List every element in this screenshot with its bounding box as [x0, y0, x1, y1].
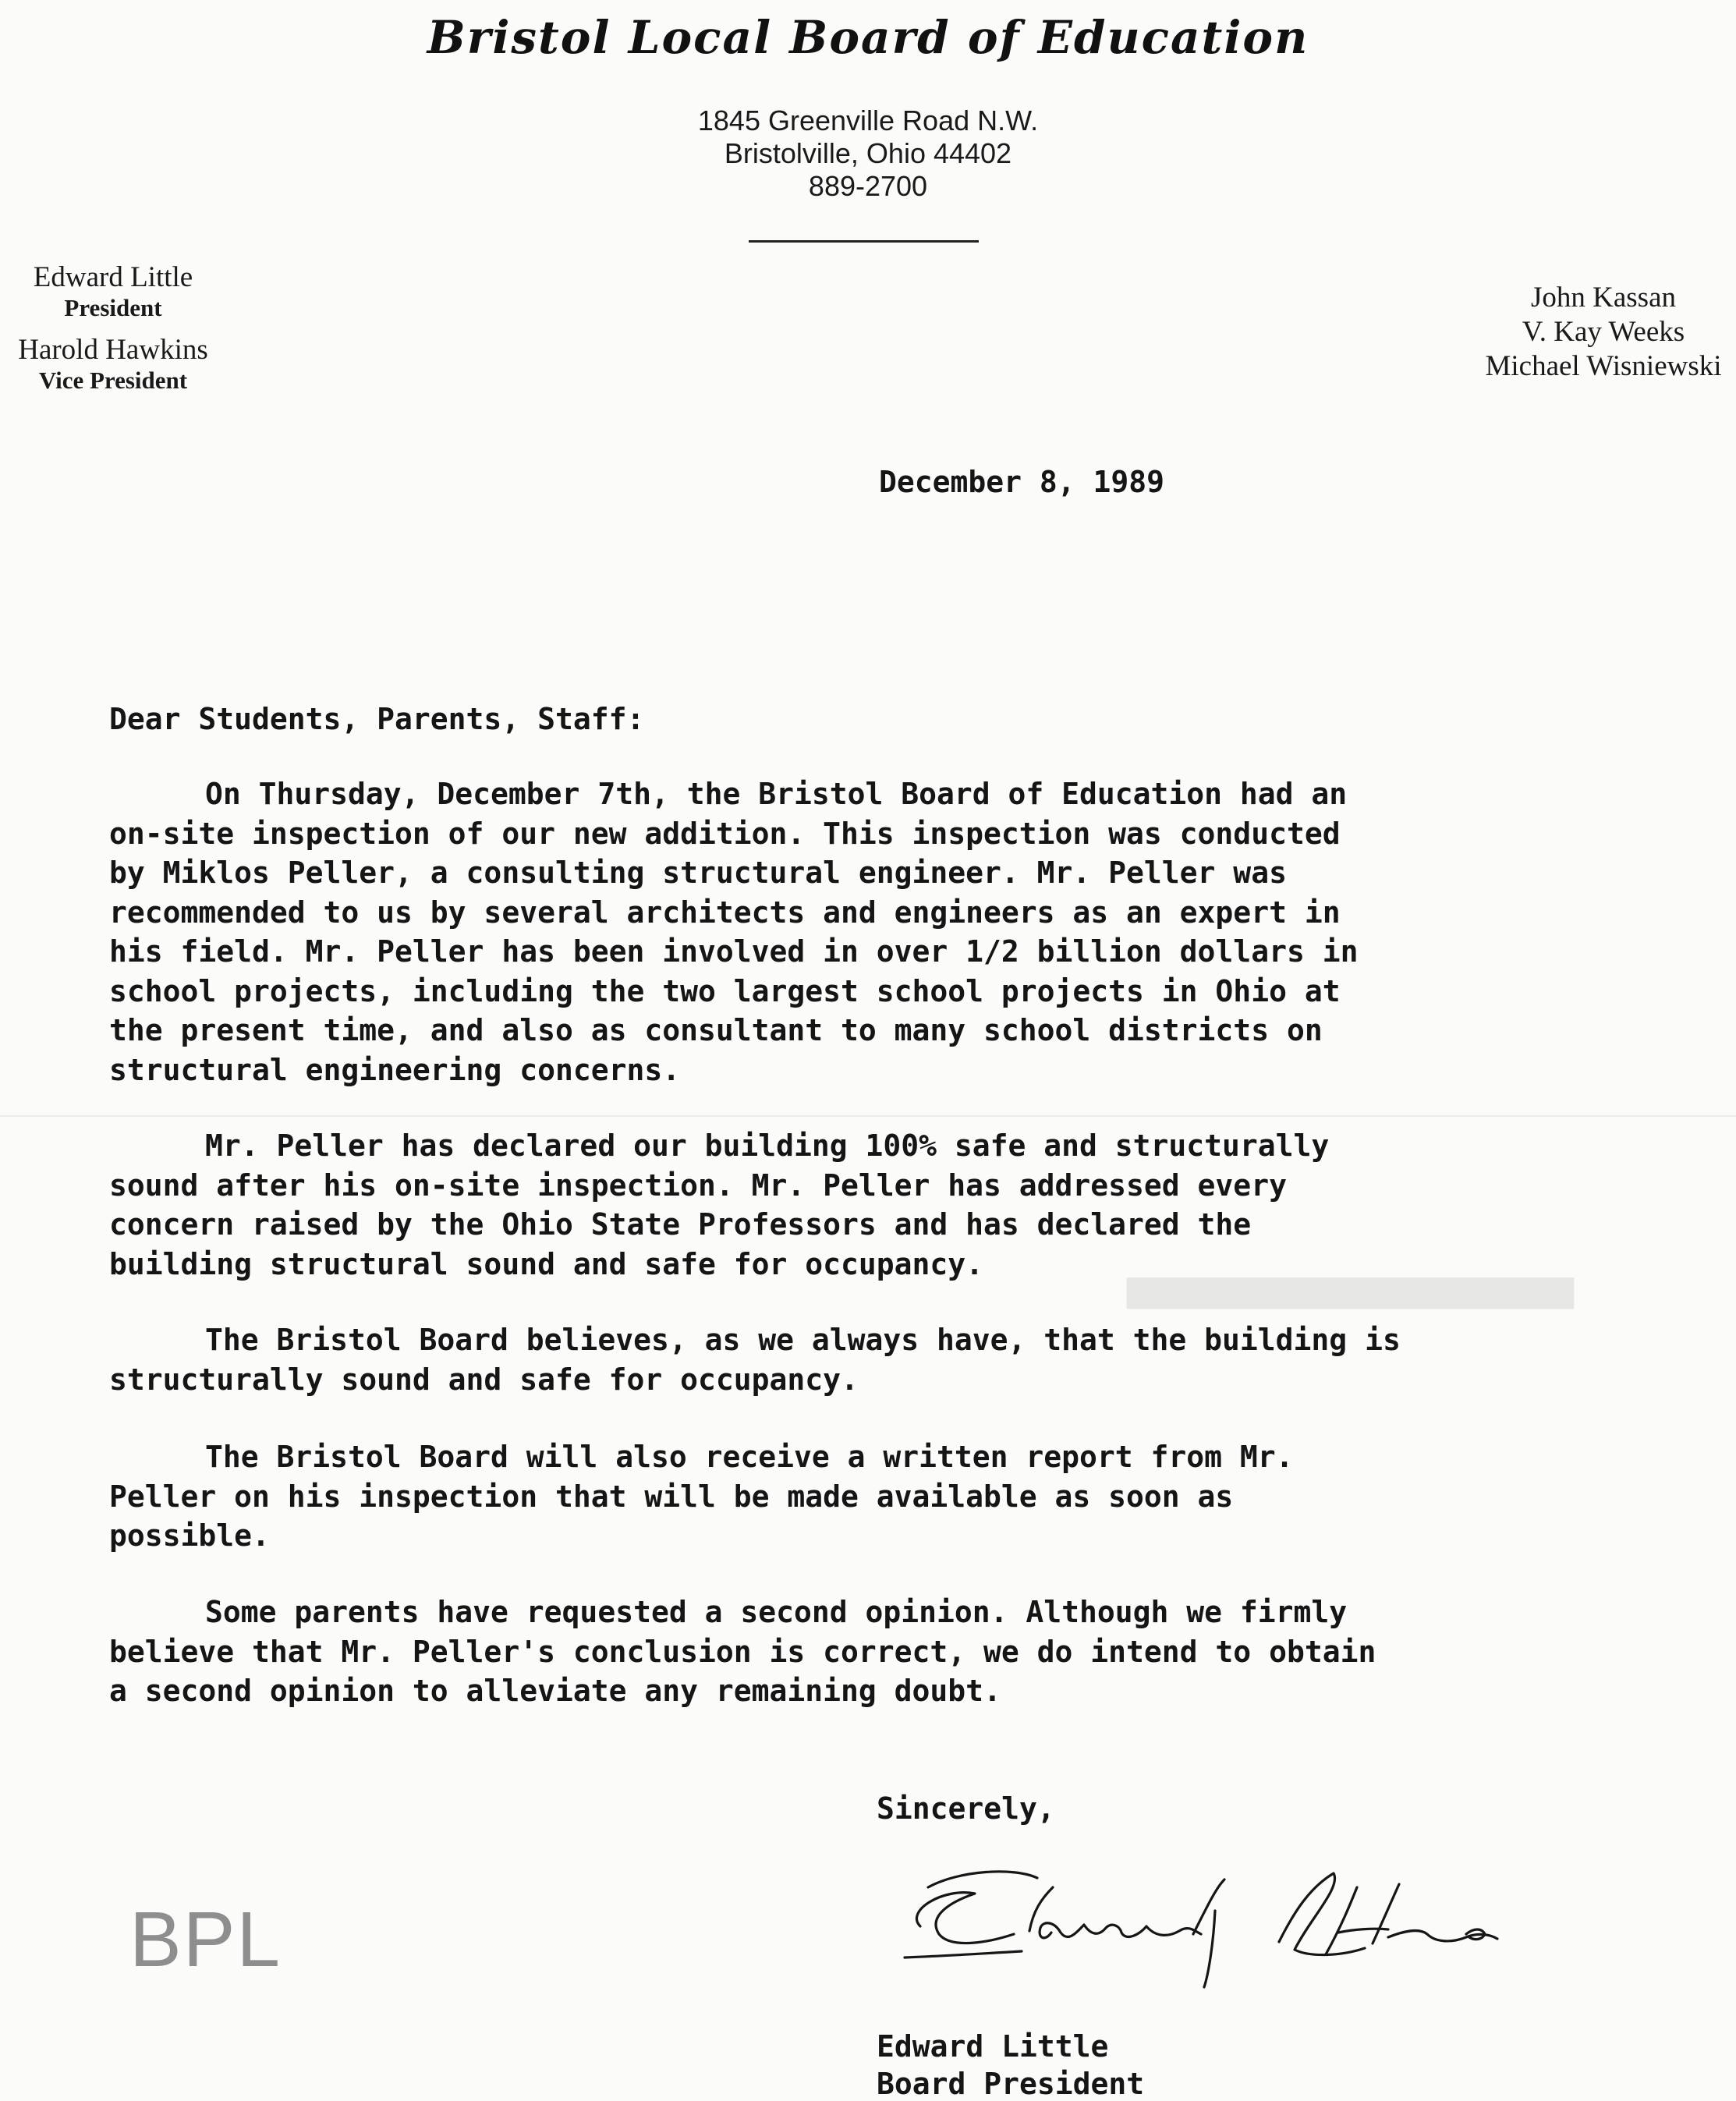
- salutation: Dear Students, Parents, Staff:: [109, 702, 645, 736]
- paragraph-line: a second opinion to alleviate any remaining doubt.: [109, 1674, 1001, 1708]
- paragraph-line: on-site inspection of our new addition. This inspection was conducted: [109, 816, 1341, 851]
- letterhead-title: Bristol Local Board of Education: [427, 11, 1309, 64]
- letterhead-divider: [749, 240, 979, 243]
- paragraph-line: Peller on his inspection that will be made available as soon as: [109, 1479, 1234, 1514]
- closing: Sincerely,: [877, 1791, 1055, 1826]
- paragraph-line: school projects, including the two largest school projects in Ohio at: [109, 973, 1341, 1008]
- paragraph-line: structurally sound and safe for occupancy.: [109, 1362, 859, 1397]
- paragraph-line: sound after his on-site inspection. Mr. Peller has addressed every: [109, 1167, 1287, 1203]
- paragraph-line: believe that Mr. Peller's conclusion is correct, we do intend to obtain: [109, 1634, 1376, 1669]
- paragraph-2: [109, 1126, 1329, 1284]
- officer-name: Harold Hawkins: [18, 334, 208, 366]
- show-through-text: ████████████████████████████: [1127, 1278, 1575, 1309]
- paragraph-3: [109, 1320, 1401, 1399]
- paragraph-line: recommended to us by several architects and engineers as an expert in: [109, 895, 1341, 930]
- paragraph-line: structural engineering concerns.: [109, 1052, 681, 1087]
- paragraph-line: concern raised by the Ohio State Professors and has declared the: [109, 1207, 1252, 1242]
- paragraph-line: On Thursday, December 7th, the Bristol Board of Education had an: [205, 777, 1348, 811]
- paper-fold-line: [0, 1115, 1736, 1117]
- officer-title: President: [64, 294, 162, 321]
- board-member-name: Michael Wisniewski: [1485, 350, 1722, 382]
- paragraph-line: his field. Mr. Peller has been involved in over 1/2 billion dollars in: [109, 934, 1359, 969]
- paragraph-1: [109, 774, 1358, 1089]
- paragraph-5: [109, 1593, 1376, 1711]
- signer-name: Edward Little: [877, 2029, 1109, 2064]
- phone-number: 889-2700: [808, 170, 928, 202]
- signer-title: Board President: [877, 2067, 1145, 2101]
- handwritten-signature: [873, 1856, 1513, 1989]
- officers-right: [1471, 281, 1736, 384]
- paragraph-4: [109, 1437, 1294, 1556]
- paragraph-line: The Bristol Board will also receive a written report from Mr.: [205, 1440, 1294, 1474]
- paragraph-line: possible.: [109, 1518, 270, 1553]
- paragraph-line: the present time, and also as consultant to many school districts on: [109, 1013, 1323, 1047]
- officer-name: Edward Little: [33, 261, 193, 293]
- paragraph-line: by Miklos Peller, a consulting structural engineer. Mr. Peller was: [109, 856, 1287, 890]
- board-member-name: John Kassan: [1530, 282, 1676, 314]
- letter-date: December 8, 1989: [879, 465, 1165, 499]
- paragraph-line: building structural sound and safe for occupancy.: [109, 1246, 984, 1281]
- address-line-1: 1845 Greenville Road N.W.: [697, 105, 1039, 136]
- officer-title: Vice President: [38, 367, 188, 394]
- watermark: BPL: [129, 1896, 282, 1983]
- board-member-name: V. Kay Weeks: [1522, 316, 1685, 348]
- address-line-2: Bristolville, Ohio 44402: [724, 137, 1012, 169]
- officers-left: [0, 260, 226, 395]
- paragraph-line: The Bristol Board believes, as we always have, that the building is: [205, 1323, 1401, 1357]
- paragraph-line: Some parents have requested a second opinion. Although we firmly: [205, 1595, 1348, 1629]
- paragraph-line: Mr. Peller has declared our building 100% safe and structurally: [205, 1128, 1330, 1163]
